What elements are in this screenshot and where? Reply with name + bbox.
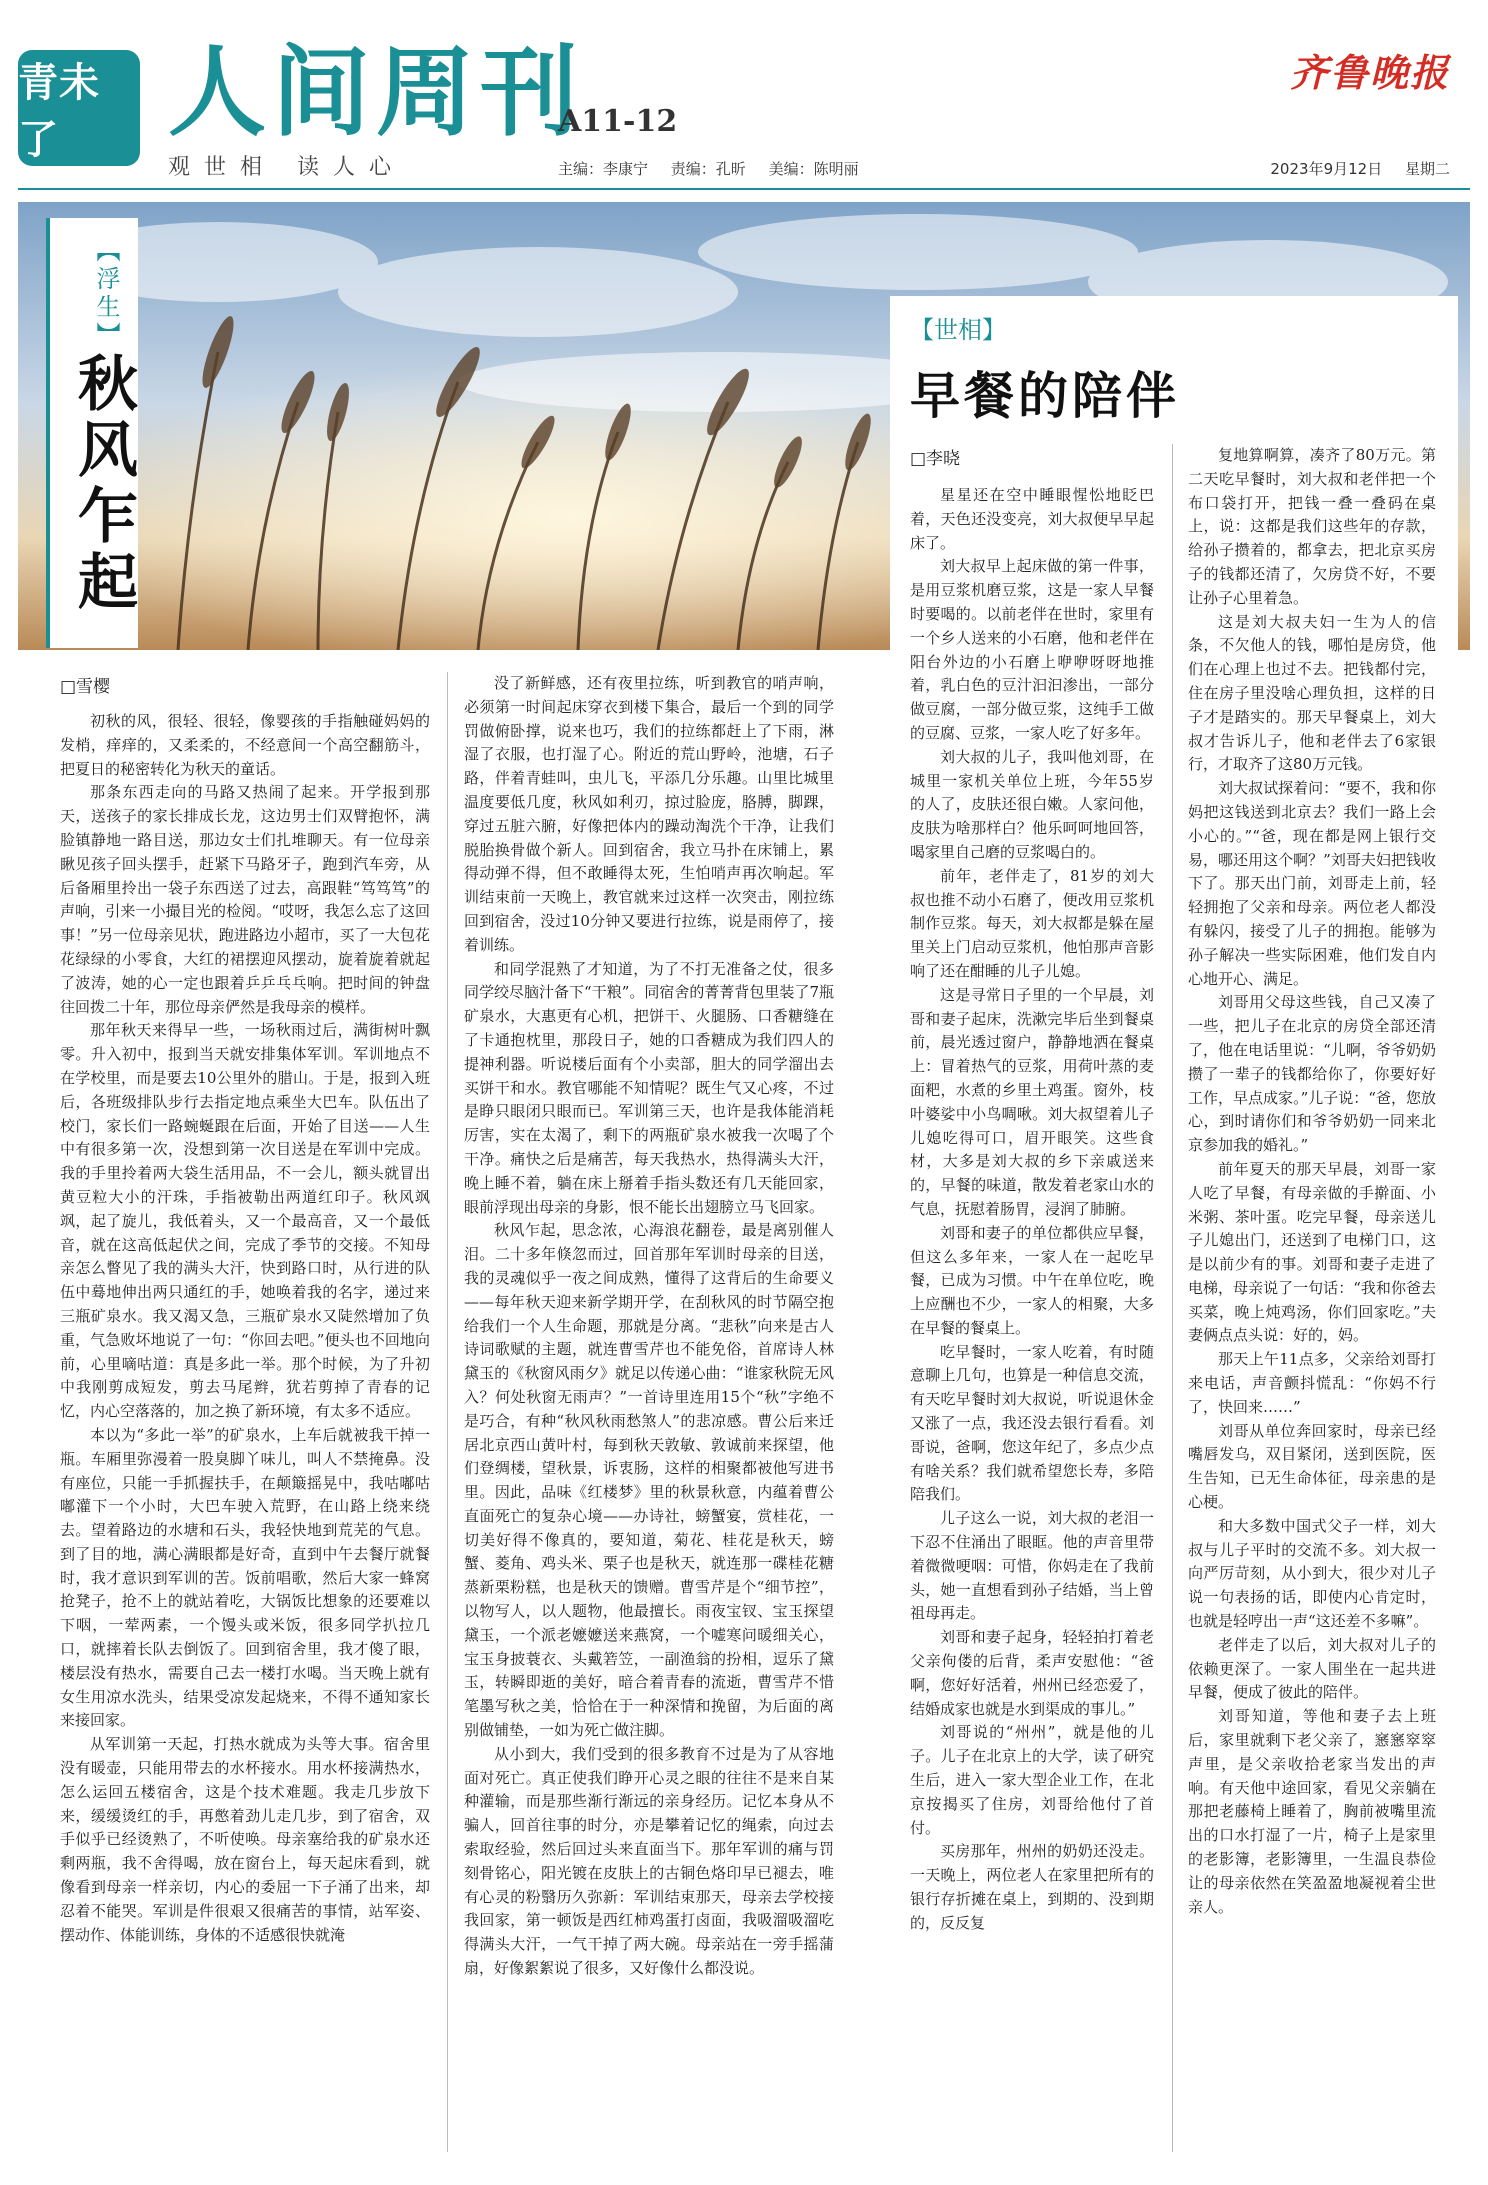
- right-article-tag: 【世相】: [910, 316, 1006, 344]
- paragraph: 本以为“多此一举”的矿泉水，上车后就被我干掉一瓶。车厢里弥漫着一股臭脚丫味儿，叫人不禁掩鼻。没有座位，只能一手抓握扶手，在颠簸摇晃中，我咕嘟咕嘟灌下一个小时，大巴车驶入荒野，在山路上绕来绕去。望着路边的水塘和石头，我轻快地到荒芜的气息。到了目的地，满心满眼都是好奇，直到中午去餐厅就餐时，我才意识到军训的苦。饭前唱歌，然后大家一蜂窝抢凳子，抢不上的就站着吃，大锅饭比想象的还要难以下咽，一荤两素，一个馒头或米饭，很多同学扒拉几口，就摔着长队去倒饭了。回到宿舍里，我才傻了眼，楼层没有热水，需要自己去一楼打水喝。当天晚上就有女生用凉水洗头，结果受凉发起烧来，不得不通知家长来接回家。: [60, 1425, 430, 1730]
- paragraph: 刘哥和妻子的单位都供应早餐，但这么多年来，一家人在一起吃早餐，已成为习惯。中午在单位吃，晚上应酬也不少，一家人的相聚，大多在早餐的餐桌上。: [910, 1223, 1154, 1337]
- paragraph: 刘哥知道，等他和妻子去上班后，家里就剩下老父亲了，窸窸窣窣声里，是父亲收拾老家当发出的声响。有天他中途回家，看见父亲躺在那把老藤椅上睡着了，胸前被嘴里流出的口水打湿了一片，椅子上是家里的老影簿，老影簿里，一生温良恭俭让的母亲依然在笑盈盈地凝视着尘世亲人。: [1188, 1707, 1436, 1916]
- date-text: 2023年9月12日: [1270, 160, 1383, 178]
- paragraph: 刘哥和妻子起身，轻轻拍打着老父亲佝偻的后背，柔声安慰他：“爸啊，您好好活着，州州已经恋爱了，结婚成家也就是水到渠成的事儿。”: [910, 1628, 1154, 1718]
- paragraph: 前年夏天的那天早晨，刘哥一家人吃了早餐，有母亲做的手擀面、小米粥、茶叶蛋。吃完早餐，母亲送儿子儿媳出门，还送到了电梯门口，这是以前少有的事。刘哥和妻子走进了电梯，母亲说了一句话：“我和你爸去买菜，晚上炖鸡汤，你们回家吃。”夫妻俩点点头说：好的，妈。: [1188, 1159, 1436, 1345]
- page-title: 人间周刊: [168, 35, 585, 150]
- paragraph: 刘大叔试探着问：“要不，我和你妈把这钱送到北京去？我们一路上会小心的。”“爸，现在都是网上银行交易，哪还用这个啊？”刘哥夫妇把钱收下了。那天出门前，刘哥走上前，轻轻拥抱了父亲和母亲。两位老人都没有躲闪，接受了儿子的拥抱。能够为孙子解决一些实际困难，他们发自内心地开心、满足。: [1188, 779, 1436, 988]
- paragraph: 老伴走了以后，刘大叔对儿子的依赖更深了。一家人围坐在一起共进早餐，便成了彼此的陪伴。: [1188, 1635, 1436, 1702]
- header-rule: [18, 188, 1470, 190]
- right-article-author: □李晓: [910, 449, 961, 469]
- left-article-tag: 【浮生】: [92, 238, 120, 350]
- paragraph: 刘大叔的儿子，我叫他刘哥，在城里一家机关单位上班，今年55岁的人了，皮肤还很白嫩。人家问他，皮肤为啥那样白？他乐呵呵地回答，喝家里自己磨的豆浆喝白的。: [910, 747, 1154, 861]
- paragraph: 和同学混熟了才知道，为了不打无准备之仗，很多同学绞尽脑汁备下“干粮”。同宿舍的菁菁背包里装了7瓶矿泉水，大惠更有心机，把饼干、火腿肠、口香糖缝在了卡通抱枕里，那段日子，她的口香糖成为我们四人的提神利器。听说楼后面有个小卖部，胆大的同学溜出去买饼干和水。教官哪能不知情呢？既生气又心疼，不过是睁只眼闭只眼而已。军训第三天，也许是我体能消耗厉害，实在太渴了，剩下的两瓶矿泉水被我一次喝了个干净。痛快之后是痛苦，每天我热水，热得满头大汗，晚上睡不着，躺在床上掰着手指头数还有几天能回家，眼前浮现出母亲的身影，恨不能长出翅膀立马飞回家。: [464, 959, 834, 1216]
- section-logo: 青未了: [18, 50, 140, 166]
- paragraph: 星星还在空中睡眼惺忪地眨巴着，天色还没变亮，刘大叔便早早起床了。: [910, 486, 1154, 552]
- newspaper-brand: 齐鲁晚报: [1289, 50, 1450, 95]
- paragraph: 这是刘大叔夫妇一生为人的信条，不欠他人的钱，哪怕是房贷，他们在心理上也过不去。把钱都付完，住在房子里没啥心理负担，这样的日子才是踏实的。那天早餐桌上，刘大叔才告诉儿子，他和老伴去了6家银行，才取齐了这80万元钱。: [1188, 612, 1436, 774]
- left-article-column-1: [60, 710, 430, 2150]
- paragraph: 买房那年，州州的奶奶还没走。一天晚上，两位老人在家里把所有的银行存折摊在桌上，到期的、没到期的，反反复: [910, 1842, 1154, 1932]
- paragraph: 秋风乍起，思念浓，心海浪花翻卷，最是离别催人泪。二十多年倏忽而过，回首那年军训时母亲的目送，我的灵魂似乎一夜之间成熟，懂得了这背后的生命要义——每年秋天迎来新学期开学，在刮秋风的时节隔空抱给我们一个人生命题，那就是分离。“悲秋”向来是古人诗词歌赋的主题，就连曹雪芹也不能免俗，首席诗人林黛玉的《秋窗风雨夕》就足以传递心曲：“谁家秋院无风入？何处秋窗无雨声？”一首诗里连用15个“秋”字绝不是巧合，有种“秋风秋雨愁煞人”的悲凉感。曹公后来迁居北京西山黄叶村，每到秋天敦敏、敦诚前来探望，他们登绸楼，望秋景，诉衷肠，这样的相聚都被他写进书里。因此，品味《红楼梦》里的秋景秋意，内蕴着曹公直面死亡的复杂心境——办诗社，螃蟹宴，赏桂花，一切美好得不像真的，要知道，菊花、桂花是秋天，螃蟹、菱角、鸡头米、栗子也是秋天，就连那一碟桂花糖蒸新栗粉糕，也是秋天的馈赠。曹雪芹是个“细节控”，以物写人，以人题物，他最擅长。雨夜宝钗、宝玉探望黛玉，一个派老嬷嬷送来燕窝，一个嘘寒问暖细关心，宝玉身披蓑衣、头戴箬笠，一副渔翁的扮相，逗乐了黛玉，转瞬即逝的美好，暗合着青春的流逝，曹雪芹不惜笔墨写秋之美，恰恰在于一种深情和挽留，为后面的离别做铺垫，一如为死亡做注脚。: [464, 1221, 834, 1740]
- paragraph: 前年，老伴走了，81岁的刘大叔也推不动小石磨了，便改用豆浆机制作豆浆。每天，刘大叔都是躲在屋里关上门启动豆浆机，他怕那声音影响了还在酣睡的儿子儿媳。: [910, 866, 1154, 980]
- paragraph: 刘哥用父母这些钱，自己又凑了一些，把儿子在北京的房贷全部还清了，他在电话里说：“儿啊，爷爷奶奶攒了一辈子的钱都给你了，你要好好工作，早点成家。”儿子说：“爸，您放心，到时请你们和爷爷奶奶一同来北京参加我的婚礼。”: [1188, 993, 1436, 1155]
- duty-editor: 责编：孔昕: [670, 160, 746, 178]
- paragraph: 那天上午11点多，父亲给刘哥打来电话，声音颤抖慌乱：“你妈不行了，快回来……”: [1188, 1350, 1436, 1416]
- editor-credits: [558, 158, 877, 179]
- paragraph: 和大多数中国式父子一样，刘大叔与儿子平时的交流不多。刘大叔一向严厉苛刻，从小到大，很少对儿子说一句表扬的话，即使内心肯定时，也就是轻哼出一声“这还差不多嘛”。: [1188, 1516, 1436, 1631]
- issue-date: [1252, 158, 1450, 179]
- right-article-title: 早餐的陪伴: [910, 366, 1180, 425]
- column-divider: [447, 672, 448, 2152]
- chief-editor: 主编：李康宁: [558, 160, 649, 178]
- right-article-column-1: [910, 484, 1154, 2152]
- right-article-column-2: [1188, 444, 1436, 2152]
- paragraph: 刘哥从单位奔回家时，母亲已经嘴唇发乌，双目紧闭，送到医院，医生告知，已无生命体征，母亲患的是心梗。: [1188, 1421, 1436, 1512]
- paragraph: 从军训第一天起，打热水就成为头等大事。宿舍里没有暖壶，只能用带去的水杯接水。用水杯接满热水，怎么运回五楼宿舍，这是个技术难题。我走几步放下来，缓缓烫红的手，再憋着劲儿走几步，到了宿舍，双手似乎已经烫熟了，不听使唤。母亲塞给我的矿泉水还剩两瓶，我不舍得喝，放在窗台上，每天起床看到，就像看到母亲一样亲切，内心的委屈一下子涌了出来，却忍着不能哭。军训是件很艰又很痛苦的事情，站军姿、摆动作、体能训练，身体的不适感很快就淹: [60, 1735, 430, 1944]
- tagline: 观世相 读人心: [168, 155, 405, 180]
- art-editor: 美编：陈明丽: [768, 160, 859, 178]
- paragraph: 这是寻常日子里的一个早晨，刘哥和妻子起床，洗漱完毕后坐到餐桌前，晨光透过窗户，静静地洒在餐桌上：冒着热气的豆浆，用荷叶蒸的麦面粑，水煮的乡里土鸡蛋。窗外，枝叶婆娑中小鸟啁啾。刘大叔望着儿子儿媳吃得可口，眉开眼笑。这些食材，大多是刘大叔的乡下亲戚送来的，早餐的味道，散发着老家山水的气息，抚慰着肠胃，浸润了肺腑。: [910, 985, 1154, 1218]
- paragraph: 初秋的风，很轻、很轻，像婴孩的手指触碰妈妈的发梢，痒痒的，又柔柔的，不经意间一个高空翻筋斗，把夏日的秘密转化为秋天的童话。: [60, 712, 430, 778]
- paragraph: 没了新鲜感，还有夜里拉练，听到教官的哨声响，必须第一时间起床穿衣到楼下集合，最后一个到的同学罚做俯卧撑，说来也巧，我们的拉练都赶上了下雨，淋湿了衣服，也打湿了心。附近的荒山野岭，池塘，石子路，伴着青蛙叫，虫儿飞，平添几分乐趣。山里比城里温度要低几度，秋风如利刃，掠过脸庞，胳膊，脚踝，穿过五脏六腑，好像把体内的躁动淘洗个干净，让我们脱胎换骨做个新人。回到宿舍，我立马扑在床铺上，累得动弹不得，但不敢睡得太死，生怕哨声再次响起。军训结束前一天晚上，教官就来过这样一次突击，刚拉练回到宿舍，没过10分钟又要进行拉练，说是雨停了，接着训练。: [464, 674, 834, 954]
- left-article-author: □雪樱: [60, 677, 111, 697]
- paragraph: 刘哥说的“州州”，就是他的儿子。儿子在北京上的大学，读了研究生后，进入一家大型企业工作，在北京按揭买了住房，刘哥给他付了首付。: [910, 1723, 1154, 1837]
- paragraph: 刘大叔早上起床做的第一件事，是用豆浆机磨豆浆，这是一家人早餐时要喝的。以前老伴在世时，家里有一个乡人送来的小石磨，他和老伴在阳台外边的小石磨上咿咿呀呀地推着，乳白色的豆汁汩汩渗出，一部分做豆腐，一部分做豆浆，这纯手工做的豆腐、豆浆，一家人吃了好多年。: [910, 557, 1154, 742]
- paragraph: 从小到大，我们受到的很多教育不过是为了从容地面对死亡。真正使我们睁开心灵之眼的往往不是来自某种灌输，而是那些渐行渐远的亲身经历。记忆本身从不骗人，回首往事的时分，亦是攀着记忆的绳索，向过去索取经验，然后回过头来直面当下。那年军训的痛与罚刻骨铭心，阳光镀在皮肤上的古铜色烙印早已褪去，唯有心灵的粉翳历久弥新：军训结束那天，母亲去学校接我回家，第一顿饭是西红柿鸡蛋打卤面，我吸溜吸溜吃得满头大汗，一气干掉了两大碗。母亲站在一旁手摇蒲扇，好像絮絮说了很多，又好像什么都没说。: [464, 1744, 834, 1978]
- page-code: A11-12: [558, 104, 678, 139]
- column-divider: [1172, 444, 1173, 2152]
- paragraph: 复地算啊算，凑齐了80万元。第二天吃早餐时，刘大叔和老伴把一个布口袋打开，把钱一叠一叠码在桌上，说：这都是我们这些年的存款，给孙子攒着的，都拿去，把北京买房子的钱都还清了，欠房贷不好，不要让孙子心里着急。: [1188, 446, 1436, 607]
- paragraph: 儿子这么一说，刘大叔的老泪一下忍不住涌出了眼眶。他的声音里带着微微哽咽：可惜，你妈走在了我前头，她一直想看到孙子结婚，当上曾祖母再走。: [910, 1509, 1154, 1623]
- left-article-title: 秋风乍起: [68, 352, 138, 616]
- paragraph: 那条东西走向的马路又热闹了起来。开学报到那天，送孩子的家长排成长龙，这边男士们双臂抱怀，满脸镇静地一路目送，那边女士们扎堆聊天。有一位母亲瞅见孩子回头摆手，赶紧下马路牙子，跑到汽车旁，从后备厢里拎出一袋子东西送了过去，高跟鞋“笃笃笃”的声响，引来一小撮目光的检阅。“哎呀，我怎么忘了这回事！”另一位母亲见状，跑进路边小超市，买了一大包花花绿绿的小零食，大红的裙摆迎风摆动，旋着旋着就起了波涛，她的心一定也跟着乒乒乓乓响。把时间的钟盘往回拨二十年，那位母亲俨然是我母亲的模样。: [60, 783, 430, 1016]
- weekday-text: 星期二: [1404, 160, 1450, 178]
- paragraph: 吃早餐时，一家人吃着，有时随意聊上几句，也算是一种信息交流，有天吃早餐时刘大叔说，听说退休金又涨了一点，我还没去银行看看。刘哥说，爸啊，您这年纪了，多点少点有啥关系？我们就希望您长寿，多陪陪我们。: [910, 1342, 1154, 1504]
- left-article-column-2: [464, 672, 834, 2152]
- paragraph: 那年秋天来得早一些，一场秋雨过后，满街树叶飘零。升入初中，报到当天就安排集体军训。军训地点不在学校里，而是要去10公里外的腊山。于是，报到入班后，各班级排队步行去指定地点乘坐大巴车。队伍出了校门，家长们一路蜿蜒跟在后面，开始了目送——人生中有很多第一次，没想到第一次目送是在军训中完成。我的手里拎着两大袋生活用品，不一会儿，额头就冒出黄豆粒大小的汗珠，手指被勒出两道红印子。秋风飒飒，起了旋儿，我低着头，又一个最高音，又一个最低音，就在这高低起伏之间，完成了季节的交接。不知母亲怎么瞥见了我的满头大汗，快到路口时，从行进的队伍中蓦地伸出两只通红的手，她唤着我的名字，递过来三瓶矿泉水。我又渴又急，三瓶矿泉水又陡然增加了负重，气急败坏地说了一句：“你回去吧。”便头也不回地向前，心里嘀咕道：真是多此一举。那个时候，为了升初中我刚剪成短发，剪去马尾辫，犹若剪掉了青春的记忆，内心空落落的，加之换了新环境，有太多不适应。: [60, 1021, 430, 1421]
